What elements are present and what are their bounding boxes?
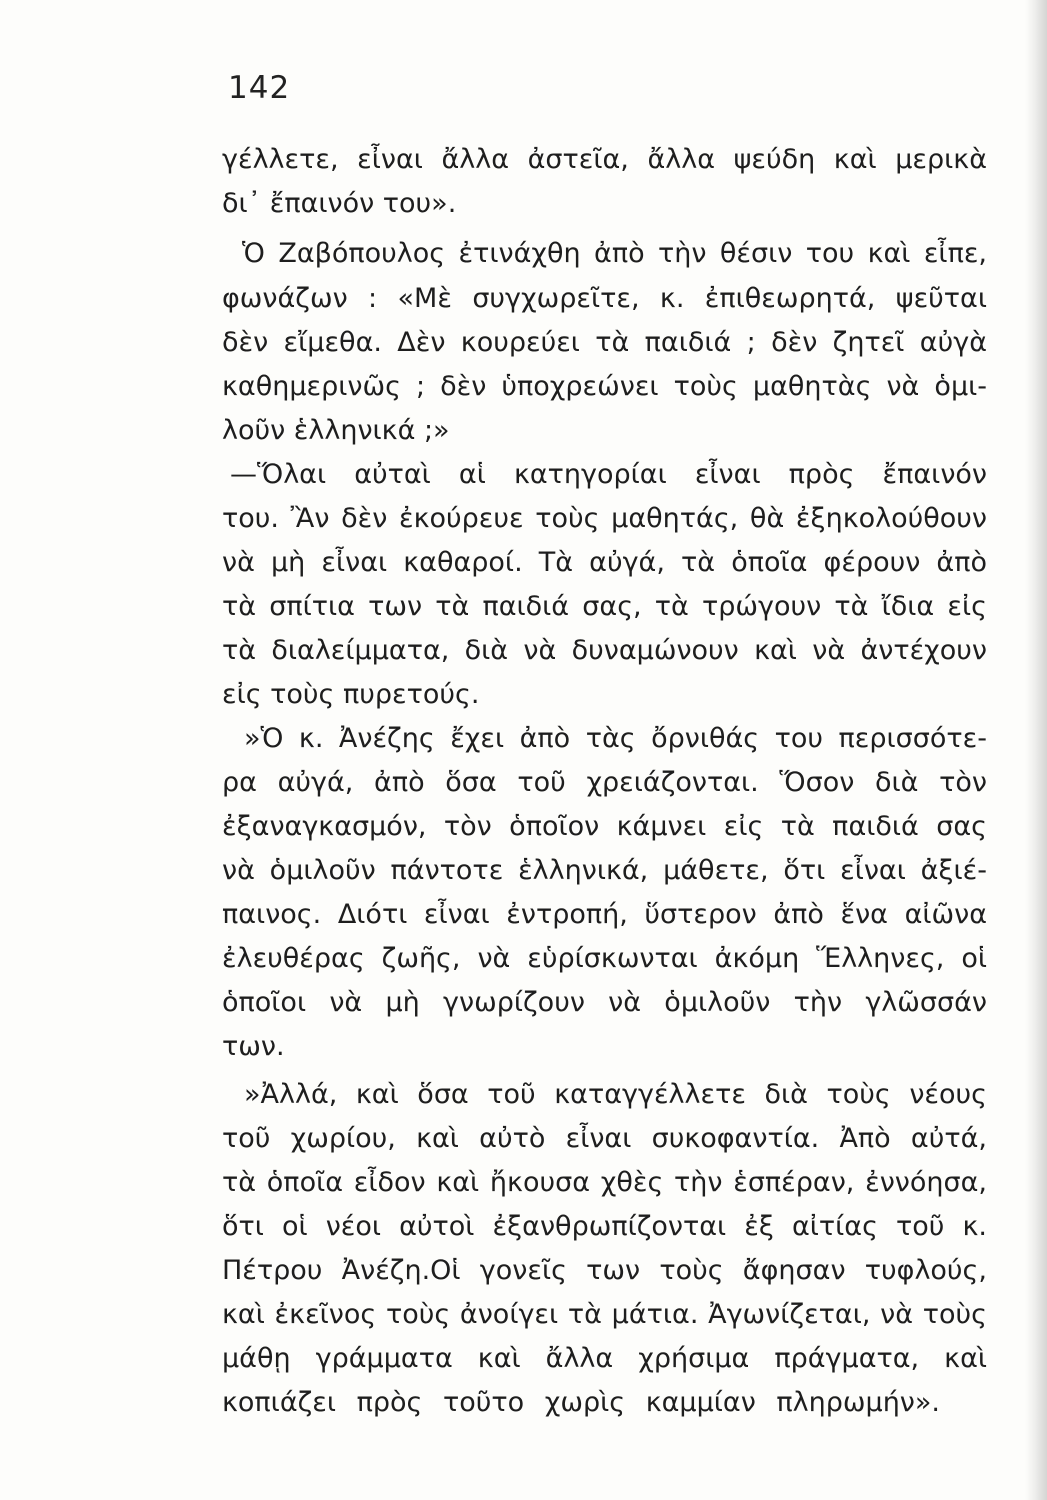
text-line: γέλλετε, εἶναι ἄλλα ἀστεῖα, ἄλλα ψεύδη καὶ μερικὰ [222, 144, 987, 175]
text-line: ὁποῖοι νὰ μὴ γνωρίζουν νὰ ὁμιλοῦν τὴν γλῶσσάν [222, 987, 987, 1018]
page-number: 142 [228, 70, 291, 106]
text-line: δὲν εἴμεθα. Δὲν κουρεύει τὰ παιδιά ; δὲν ζητεῖ αὐγὰ [222, 327, 987, 358]
text-line: »Ὁ κ. Ἀνέζης ἔχει ἀπὸ τὰς ὄρνιθάς του περισσότε- [244, 723, 987, 754]
text-line: τὰ σπίτια των τὰ παιδιά σας, τὰ τρώγουν τὰ ἴδια εἰς [222, 591, 987, 622]
text-line: παινος. Διότι εἶναι ἐντροπή, ὕστερον ἀπὸ ἕνα αἰῶνα [222, 899, 987, 930]
text-line: ἐξαναγκασμόν, τὸν ὁποῖον κάμνει εἰς τὰ παιδιά σας [222, 811, 987, 842]
text-line: κοπιάζει πρὸς τοῦτο χωρὶς καμμίαν πληρωμήν». [222, 1387, 940, 1418]
text-line: νὰ ὁμιλοῦν πάντοτε ἑλληνικά, μάθετε, ὅτι εἶναι ἀξιέ- [222, 855, 987, 886]
text-line: »Ἀλλά, καὶ ὅσα τοῦ καταγγέλλετε διὰ τοὺς νέους [244, 1079, 987, 1110]
text-line: του. Ἂν δὲν ἐκούρευε τοὺς μαθητάς, θὰ ἐξηκολούθουν [222, 503, 987, 534]
text-line: καὶ ἐκεῖνος τοὺς ἀνοίγει τὰ μάτια. Ἀγωνίζεται, νὰ τοὺς [222, 1299, 987, 1330]
text-line: ρα αὐγά, ἀπὸ ὅσα τοῦ χρειάζονται. Ὅσον διὰ τὸν [222, 767, 987, 798]
text-line: ὅτι οἱ νέοι αὐτοὶ ἐξανθρωπίζονται ἐξ αἰτίας τοῦ κ. [222, 1211, 987, 1242]
text-line: τὰ διαλείμματα, διὰ νὰ δυναμώνουν καὶ νὰ ἀντέχουν [222, 635, 987, 666]
text-line: εἰς τοὺς πυρετούς. [222, 679, 480, 710]
page-edge-shadow [1025, 0, 1047, 1500]
text-line: δι᾽ ἔπαινόν του». [222, 188, 457, 219]
text-line: καθημερινῶς ; δὲν ὑποχρεώνει τοὺς μαθητὰς νὰ ὁμι- [222, 371, 987, 402]
text-line: —Ὅλαι αὐταὶ αἱ κατηγορίαι εἶναι πρὸς ἔπαινόν [230, 459, 987, 490]
text-line: ἐλευθέρας ζωῆς, νὰ εὑρίσκωνται ἀκόμη Ἕλληνες, οἱ [222, 943, 987, 974]
text-line: μάθῃ γράμματα καὶ ἄλλα χρήσιμα πράγματα, καὶ [222, 1343, 987, 1374]
text-line: φωνάζων : «Μὲ συγχωρεῖτε, κ. ἐπιθεωρητά, ψεῦται [222, 283, 987, 314]
text-line: τὰ ὁποῖα εἶδον καὶ ἤκουσα χθὲς τὴν ἑσπέραν, ἐννόησα, [222, 1167, 987, 1198]
text-line: λοῦν ἑλληνικά ;» [222, 415, 450, 446]
text-line: των. [222, 1031, 285, 1062]
text-line: τοῦ χωρίου, καὶ αὐτὸ εἶναι συκοφαντία. Ἀπὸ αὐτά, [222, 1123, 987, 1154]
text-line: νὰ μὴ εἶναι καθαροί. Τὰ αὐγά, τὰ ὁποῖα φέρουν ἀπὸ [222, 547, 987, 578]
text-line: Πέτρου Ἀνέζη.Οἱ γονεῖς των τοὺς ἄφησαν τυφλούς, [222, 1255, 987, 1286]
text-line: Ὁ Ζαβόπουλος ἐτινάχθη ἀπὸ τὴν θέσιν του καὶ εἶπε, [242, 238, 987, 269]
